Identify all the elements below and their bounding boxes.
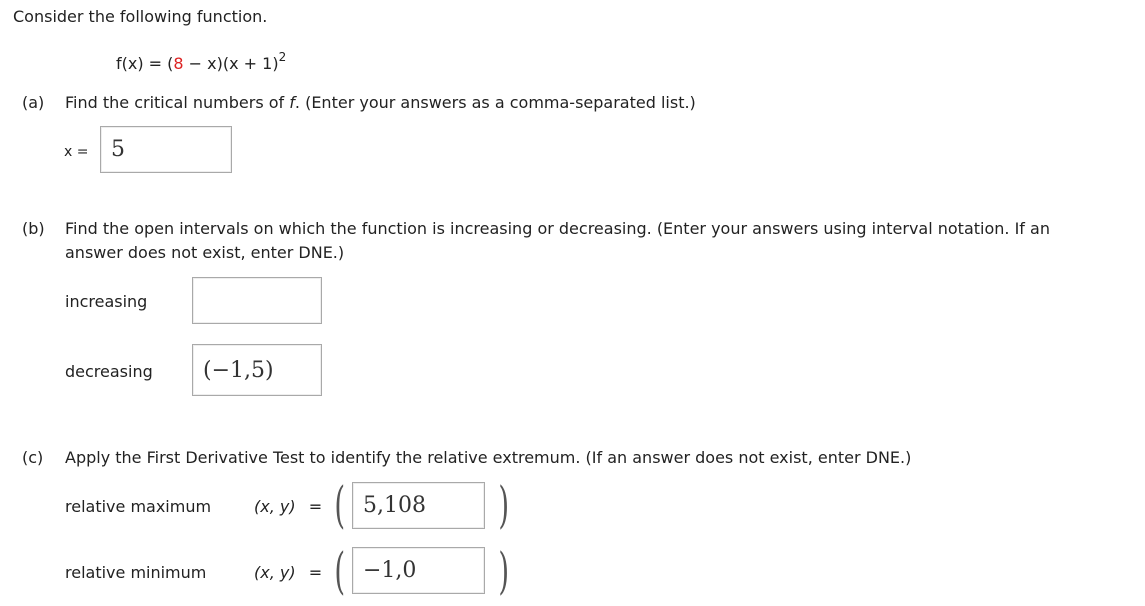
relative-minimum-label: relative minimum [65,563,207,582]
part-a-text-f: f [289,93,295,112]
x-equals-label: x = [64,144,89,160]
critical-numbers-input[interactable]: 5 [100,126,232,173]
part-a-question [65,93,696,112]
min-close-paren: ) [498,542,510,600]
max-open-paren: ( [334,476,346,534]
relative-maximum-input[interactable]: 5,108 [352,482,485,529]
function-lhs: f(x) = ( [116,54,174,73]
increasing-input[interactable] [192,277,322,324]
max-xy-text: (x, y) [254,497,296,516]
relative-maximum-label: relative maximum [65,497,212,516]
part-a-text-post: . (Enter your answers as a comma-separated list.) [294,93,696,112]
decreasing-label: decreasing [65,362,153,381]
part-b-question-line1: Find the open intervals on which the function is increasing or decreasing. (Enter your answers using interval notation. If an [65,219,1050,238]
part-c-question: Apply the First Derivative Test to identify the relative extremum. (If an answer does not exist, enter DNE.) [65,448,912,467]
min-open-paren: ( [334,542,346,600]
increasing-label: increasing [65,292,148,311]
part-a-label: (a) [22,93,45,112]
max-equals: = [308,497,323,516]
function-expression [116,50,286,73]
relative-maximum-xy-label [254,497,322,516]
min-equals: = [308,563,323,582]
decreasing-input[interactable]: (−1,5) [192,344,322,396]
relative-minimum-xy-label [254,563,322,582]
min-xy-text: (x, y) [254,563,296,582]
part-b-label: (b) [22,219,45,238]
part-b-question-line2: answer does not exist, enter DNE.) [65,243,345,262]
max-close-paren: ) [498,476,510,534]
function-power: 2 [278,50,287,64]
part-a-text-pre: Find the critical numbers of [65,93,290,112]
relative-minimum-input[interactable]: −1,0 [352,547,485,594]
intro-text: Consider the following function. [13,7,268,26]
function-red-constant: 8 [173,54,184,73]
function-rest: − x)(x + 1) [183,54,279,73]
part-c-label: (c) [22,448,44,467]
